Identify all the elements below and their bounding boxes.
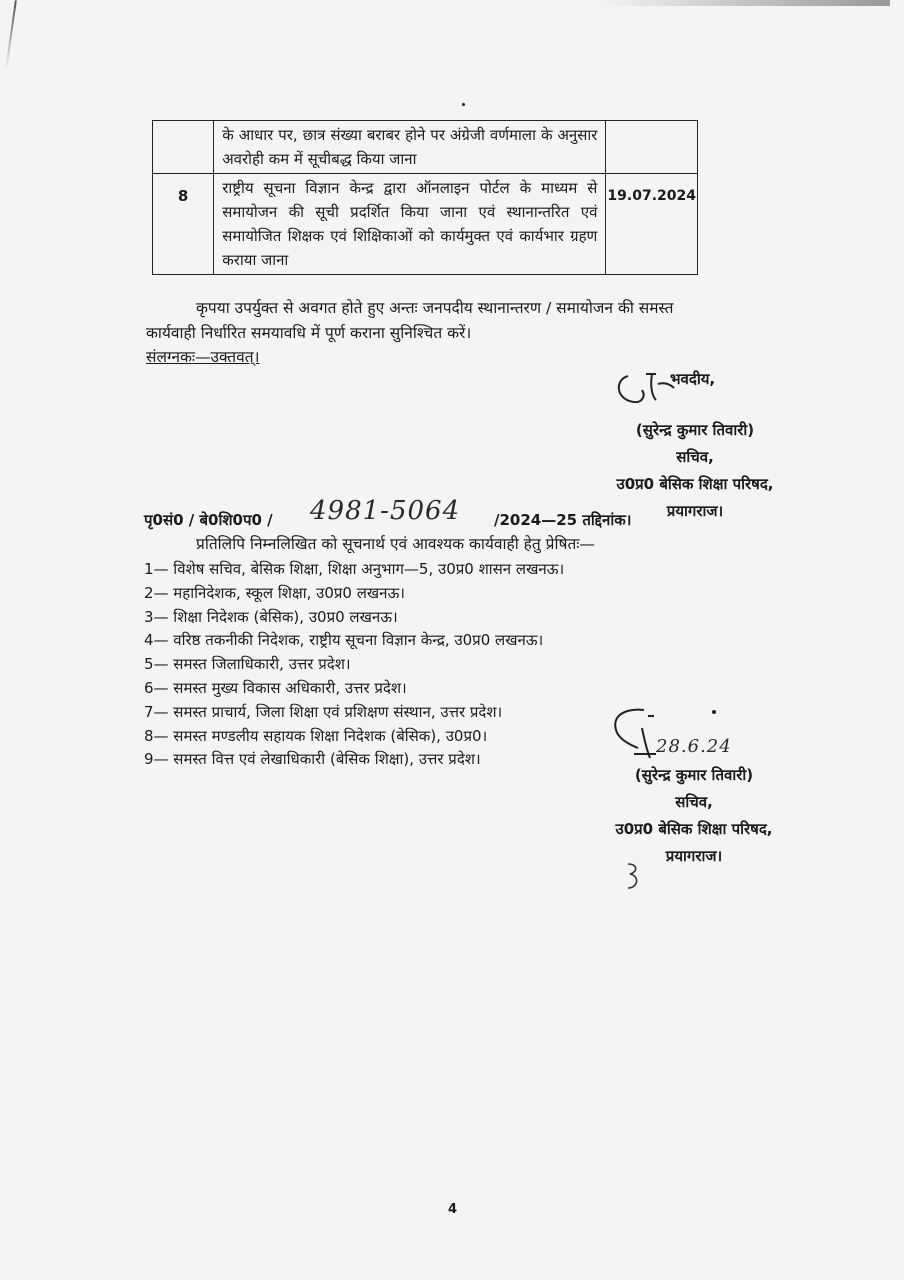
signatory-designation: सचिव, <box>676 448 714 466</box>
row-activity: राष्ट्रीय सूचना विज्ञान केन्द्र द्वारा ऑनलाइन पोर्टल के माध्यम से समायोजन की सूची प्रदर्शित किया जाना एवं स्थानान्तरित एवं समायोजित शिक्षक एवं शिक्षिकाओं को कार्यमुक्त एवं कार्यभार ग्रहण कराया जाना <box>214 174 606 275</box>
signatory-city: प्रयागराज। <box>666 502 724 520</box>
page-number: 4 <box>448 1202 458 1217</box>
list-item: 8— समस्त मण्डलीय सहायक शिक्षा निदेशक (बेसिक), उ0प्र0। <box>144 726 488 745</box>
reference-suffix: /2024—25 तद्दिनांक। <box>494 511 632 529</box>
signatory-designation: सचिव, <box>675 793 713 811</box>
handwritten-initial <box>624 860 644 892</box>
handwritten-reference-number: 4981-5064 <box>310 496 461 526</box>
request-line-1: कृपया उपर्युक्त से अवगत होते हुए अन्तः जनपदीय स्थानान्तरण / समायोजन की समस्त <box>196 299 674 317</box>
copy-intro: प्रतिलिपि निम्नलिखित को सूचनार्थ एवं आवश्यक कार्यवाही हेतु प्रेषितः— <box>196 535 595 553</box>
copy-list <box>144 558 664 772</box>
list-item: 4— वरिष्ठ तकनीकी निदेशक, राष्ट्रीय सूचना विज्ञान केन्द्र, उ0प्र0 लखनऊ। <box>144 631 544 650</box>
table-row <box>153 121 698 174</box>
speck <box>462 103 465 106</box>
row-number: 8 <box>153 174 214 275</box>
signatory-name: (सुरेन्द्र कुमार तिवारी) <box>634 766 754 784</box>
ink-dot <box>712 710 716 714</box>
reference-prefix: पृ0सं0 / बे0शि0प0 / <box>144 511 273 529</box>
schedule-table <box>152 120 698 275</box>
list-item: 1— विशेष सचिव, बेसिक शिक्षा, शिक्षा अनुभाग—5, उ0प्र0 शासन लखनऊ। <box>144 560 565 578</box>
list-item: 6— समस्त मुख्य विकास अधिकारी, उत्तर प्रदेश। <box>144 678 407 697</box>
handwritten-date: 28.6.24 <box>656 736 732 757</box>
signatory-city: प्रयागराज। <box>665 847 723 865</box>
list-item: 3— शिक्षा निदेशक (बेसिक), उ0प्र0 लखनऊ। <box>144 607 398 626</box>
scan-edge-mark <box>5 0 17 70</box>
signatory-name: (सुरेन्द्र कुमार तिवारी) <box>635 421 755 439</box>
reference-line <box>144 498 764 530</box>
enclosure-note: संलग्नकः—उक्तवत्। <box>146 348 260 366</box>
row-activity: के आधार पर, छात्र संख्या बराबर होने पर अंग्रेजी वर्णमाला के अनुसार अवरोही कम में सूचीबद्ध किया जाना <box>214 121 606 174</box>
list-item: 9— समस्त वित्त एवं लेखाधिकारी (बेसिक शिक्षा), उत्तर प्रदेश। <box>144 750 481 769</box>
row-number <box>153 121 214 174</box>
row-date <box>606 121 698 174</box>
signature-block-2 <box>594 732 794 870</box>
signatory-office: उ0प्र0 बेसिक शिक्षा परिषद, <box>615 820 773 838</box>
closing-salutation: भवदीय, <box>670 370 716 388</box>
scan-shadow <box>600 0 890 6</box>
table-row <box>153 174 698 275</box>
request-line-2: कार्यवाही निर्धारित समयावधि में पूर्ण कराना सुनिश्चित करें। <box>146 324 472 342</box>
row-date: 19.07.2024 <box>606 174 698 275</box>
list-item: 5— समस्त जिलाधिकारी, उत्तर प्रदेश। <box>144 655 351 674</box>
signatory-office: उ0प्र0 बेसिक शिक्षा परिषद, <box>616 475 774 493</box>
list-item: 7— समस्त प्राचार्य, जिला शिक्षा एवं प्रशिक्षण संस्थान, उत्तर प्रदेश। <box>144 702 503 721</box>
list-item: 2— महानिदेशक, स्कूल शिक्षा, उ0प्र0 लखनऊ। <box>144 583 405 602</box>
